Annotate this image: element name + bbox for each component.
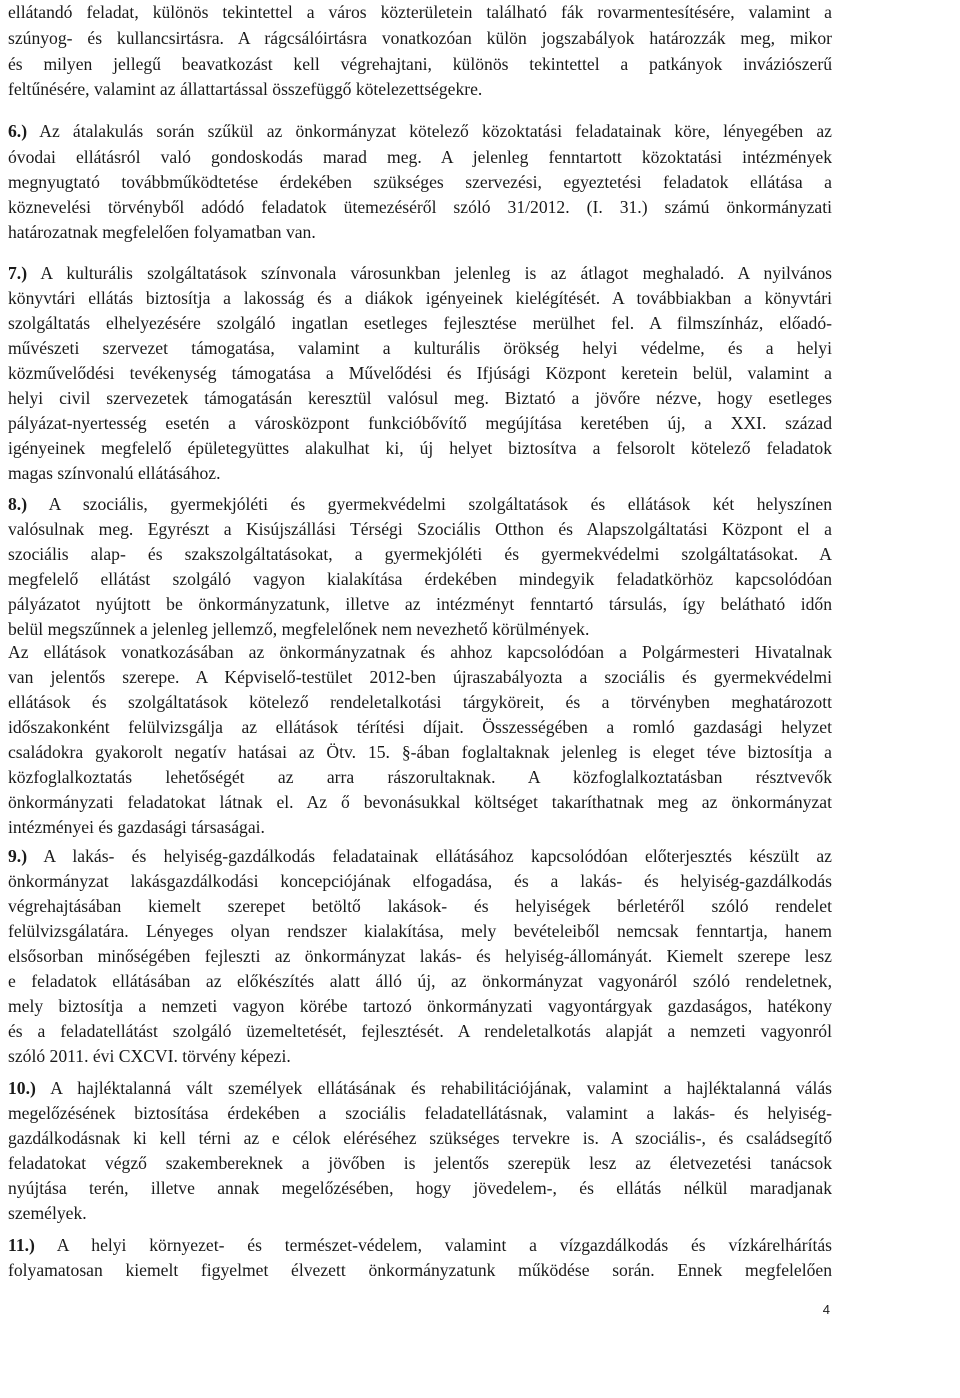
text-line xyxy=(8,592,832,616)
text-line xyxy=(8,386,832,410)
line-text: A lakás- és helyiség-gazdálkodás feladatainak ellátásához kapcsolódóan előterjesztés készült az xyxy=(43,846,832,866)
text-line xyxy=(8,1176,832,1200)
text-line xyxy=(8,1101,832,1125)
text-line xyxy=(8,815,832,839)
line-text: pályázat-nyertesség esetén a városközpont funkcióbővítő megújítása keretében új, a XXI. század xyxy=(8,413,832,433)
line-text: és milyen jellegű beavatkozást kell végrehajtani, különös tekintettel a patkányok inváziószerű xyxy=(8,54,832,74)
text-line xyxy=(8,26,832,50)
line-text: A hajléktalanná vált személyek ellátásának és rehabilitációjának, valamint a hajléktalanná válás xyxy=(50,1078,832,1098)
line-text: mely biztosítja a nemzeti vagyon körébe tartozó önkormányzati vagyontárgyak gazdaságos, hatékony xyxy=(8,996,832,1016)
line-text: időszakonként felülvizsgálja az ellátások térítési díjait. Összességében a romló gazdasági helyzet xyxy=(8,717,832,737)
text-line xyxy=(8,361,832,385)
text-line xyxy=(8,790,832,814)
text-line xyxy=(8,492,832,516)
text-line xyxy=(8,0,832,24)
text-line xyxy=(8,261,832,285)
text-line xyxy=(8,286,832,310)
paragraph-number: 11.) xyxy=(8,1235,35,1255)
line-text: önkormányzati feladatokat látnak el. Az ő bevonásukkal költséget takaríthatnak meg az önkormányzat xyxy=(8,792,832,812)
text-line xyxy=(8,77,832,101)
line-text: gazdálkodásnak ki kell térni az e célok eléréséhez szükséges tervekre is. A szociális-, és családsegítő xyxy=(8,1128,832,1148)
line-text: megfelelő ellátást szolgáló vagyon kialakítása érdekében mindegyik feladatkörhöz kapcsolódóan xyxy=(8,569,832,589)
line-text: könyvtári ellátás biztosítja a lakosság és a diákok igényeinek kielégítését. A továbbiakban a könyvtári xyxy=(8,288,832,308)
paragraph-number: 10.) xyxy=(8,1078,36,1098)
line-text: határozatnak megfelelően folyamatban van. xyxy=(8,222,316,242)
text-line xyxy=(8,1233,832,1257)
text-line xyxy=(8,994,832,1018)
text-line xyxy=(8,969,832,993)
paragraph-number: 7.) xyxy=(8,263,28,283)
line-text: megnyugtató továbbműködtetése érdekében szükséges szervezési, egyeztetési feladatok ellátása a xyxy=(8,172,832,192)
text-line xyxy=(8,517,832,541)
text-line xyxy=(8,844,832,868)
text-line xyxy=(8,52,832,76)
line-text: e feladatok ellátásában az előkészítés alatt álló új, az önkormányzat vagyonáról szóló rendeletnek, xyxy=(8,971,832,991)
text-line xyxy=(8,195,832,219)
text-line xyxy=(8,436,832,460)
text-line xyxy=(8,640,832,664)
text-line xyxy=(8,894,832,918)
line-text: megelőzésének biztosítása érdekében a szociális feladatellátásnak, valamint a lakás- és helyiség- xyxy=(8,1103,832,1123)
line-text: önkormányzat lakásgazdálkodási koncepciójának elfogadása, és a lakás- és helyiség-gazdálkodás xyxy=(8,871,832,891)
line-text: ellátandó feladat, különös tekintettel a város közterületein található fák rovarmentesítésére, valamint a xyxy=(8,2,832,22)
line-text: valósulnak meg. Egyrészt a Kisújszállási Térségi Szociális Otthon és Alapszolgáltatási Központ el a xyxy=(8,519,832,539)
line-text: magas színvonalú ellátásához. xyxy=(8,463,221,483)
text-line xyxy=(8,411,832,435)
line-text: intézményei és gazdasági társaságai. xyxy=(8,817,265,837)
line-text: belül megszűnnek a jelenleg jellemző, megfelelőnek nem nevezhető körülmények. xyxy=(8,619,590,639)
text-line xyxy=(8,220,832,244)
paragraph-number: 9.) xyxy=(8,846,28,866)
line-text: szóló 2011. évi CXCVI. törvény képezi. xyxy=(8,1046,291,1066)
line-text: Az ellátások vonatkozásában az önkormányzatnak és ahhoz kapcsolódóan a Polgármesteri Hivatalnak xyxy=(8,642,832,662)
text-line xyxy=(8,765,832,789)
paragraph-number: 6.) xyxy=(8,121,28,141)
page-number: 4 xyxy=(822,1302,830,1317)
line-text: folyamatosan kiemelt figyelmet élvezett önkormányzatunk működése során. Ennek megfelelően xyxy=(8,1260,832,1280)
line-text: ellátások és szolgáltatások kötelező rendeletalkotási tárgyköreit, és a törvényben meghatározott xyxy=(8,692,832,712)
line-text: közfoglalkoztatás lehetőségét az arra rászorultaknak. A közfoglalkoztatásban résztvevők xyxy=(8,767,832,787)
line-text: családokra gyakorolt negatív hatásai az Ötv. 15. §-ában foglaltaknak jelenleg is eleget téve biztosítja a xyxy=(8,742,832,762)
line-text: van jelentős szerepe. A Képviselő-testület 2012-ben újraszabályozta a szociális és gyermekvédelmi xyxy=(8,667,832,687)
text-line xyxy=(8,170,832,194)
line-text: igényeinek megfelelő épületegyüttes alakulhat ki, új helyet biztosítva a felsorolt kötelező feladatok xyxy=(8,438,832,458)
text-line xyxy=(8,1258,832,1282)
paragraph-number: 8.) xyxy=(8,494,28,514)
text-line xyxy=(8,740,832,764)
text-line xyxy=(8,1126,832,1150)
line-text: A szociális, gyermekjóléti és gyermekvédelmi szolgáltatások és ellátások két helyszínen xyxy=(48,494,832,514)
line-text: Az átalakulás során szűkül az önkormányzat kötelező közoktatási feladatainak köre, lényegében az xyxy=(39,121,832,141)
line-text: szociális alap- és szakszolgáltatásokat, a gyermekjóléti és gyermekvédelmi szolgáltatásokat. A xyxy=(8,544,832,564)
text-line xyxy=(8,119,832,143)
text-line xyxy=(8,145,832,169)
line-text: feltűnésére, valamint az állattartással összefüggő kötelezettségekre. xyxy=(8,79,483,99)
line-text: feladatokat végző szakembereknek a jövőben is jelentős szerepük lesz az életvezetési tanácsok xyxy=(8,1153,832,1173)
line-text: felülvizsgálatára. Lényeges olyan rendszer kialakítása, mely bevételeiből nemcsak fenntartja, hanem xyxy=(8,921,832,941)
text-line xyxy=(8,665,832,689)
text-line xyxy=(8,715,832,739)
text-line xyxy=(8,1151,832,1175)
line-text: szolgáltatás elhelyezésére szolgáló ingatlan esetleges fejlesztése merülhet fel. A filmszínház, előadó- xyxy=(8,313,832,333)
line-text: szúnyog- és kullancsirtásra. A rágcsálóirtásra vonatkozóan külön jogszabályok határozzák meg, mikor xyxy=(8,28,832,48)
text-line xyxy=(8,944,832,968)
text-line xyxy=(8,1076,832,1100)
text-line xyxy=(8,1019,832,1043)
line-text: személyek. xyxy=(8,1203,87,1223)
text-line xyxy=(8,542,832,566)
text-line xyxy=(8,919,832,943)
text-line xyxy=(8,567,832,591)
line-text: elsősorban minőségében fejleszti az önkormányzat lakás- és helyiség-állományát. Kiemelt szerepe lesz xyxy=(8,946,832,966)
line-text: közművelődési tevékenység támogatása a Művelődési és Ifjúsági Központ keretein belül, valamint a xyxy=(8,363,832,383)
line-text: és a feladatellátást szolgáló üzemeltetését, fejlesztését. A rendeletalkotás alapját a nemzeti vagyonról xyxy=(8,1021,832,1041)
line-text: végrehajtásában kiemelt szerepet betöltő lakások- és helyiségek bérletéről szóló rendelet xyxy=(8,896,832,916)
line-text: óvodai ellátásról való gondoskodás marad meg. A jelenleg fenntartott közoktatási intézmények xyxy=(8,147,832,167)
line-text: pályázatot nyújtott be önkormányzatunk, illetve az intézményt fenntartó társulás, így belátható időn xyxy=(8,594,832,614)
text-line xyxy=(8,311,832,335)
line-text: helyi civil szervezetek támogatásán keresztül valósul meg. Biztató a jövőre nézve, hogy esetleges xyxy=(8,388,832,408)
line-text: köznevelési törvényből adódó feladatok ütemezéséről szóló 31/2012. (I. 31.) számú önkormányzati xyxy=(8,197,832,217)
text-line xyxy=(8,336,832,360)
text-line xyxy=(8,869,832,893)
line-text: művészeti szervezet támogatása, valamint a kulturális örökség helyi védelme, és a helyi xyxy=(8,338,832,358)
text-line xyxy=(8,690,832,714)
line-text: A helyi környezet- és természet-védelem, valamint a vízgazdálkodás és vízkárelhárítás xyxy=(56,1235,833,1255)
text-line xyxy=(8,617,832,641)
text-line xyxy=(8,1044,832,1068)
line-text: nyújtása terén, illetve annak megelőzésében, hogy jövedelem-, és ellátás nélkül maradjanak xyxy=(8,1178,832,1198)
text-line xyxy=(8,461,832,485)
line-text: A kulturális szolgáltatások színvonala városunkban jelenleg is az átlagot meghaladó. A nyilvános xyxy=(40,263,832,283)
text-line xyxy=(8,1201,832,1225)
